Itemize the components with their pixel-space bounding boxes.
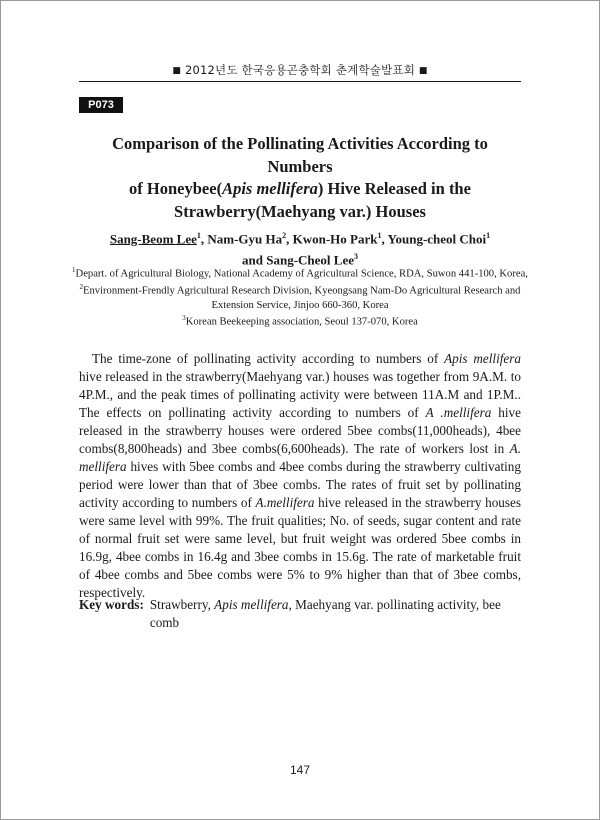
header-marker-right: ■ (418, 66, 428, 76)
paper-title (79, 133, 521, 223)
author-separator: , (286, 231, 293, 247)
keywords-species: Apis mellifera (214, 597, 289, 612)
author-name: Nam-Gyu Ha (207, 231, 283, 247)
author-name: Sang-Cheol Lee (266, 252, 354, 268)
author-separator: , (381, 231, 388, 247)
author-line-1 (79, 227, 521, 248)
affiliation-text: Korean Beekeeping association, Seoul 137-070, Korea (185, 316, 418, 328)
title-line-1: Comparison of the Pollinating Activities According to Numbers (112, 134, 488, 176)
keywords-text: Strawberry, (149, 597, 215, 612)
abstract-text: The time-zone of pollinating activity according to numbers of (92, 351, 445, 366)
abstract-text: hives with 5bee combs and 4bee combs during the strawberry cultivating period were lower than that of 3bee combs. The rates of fruit set by pollinating activity according to numbers of (79, 459, 521, 510)
species-name: A.mellifera (255, 495, 315, 510)
title-line-2-post: ) Hive Released in the (317, 179, 471, 198)
title-line-3: Strawberry(Maehyang var.) Houses (174, 201, 426, 221)
title-species: Apis mellifera (222, 179, 318, 198)
affiliation-text: Depart. of Agricultural Biology, National Academy of Agricultural Science, RDA, Suwon 441-100, Korea, (75, 268, 528, 280)
affil-mark: 1 (72, 266, 76, 274)
affiliations (70, 264, 530, 330)
header-rule (79, 81, 521, 82)
author-affil-mark: 2 (282, 231, 287, 240)
keywords-list (150, 596, 521, 632)
author-affil-mark: 1 (196, 231, 201, 240)
affil-mark: 3 (182, 314, 186, 323)
author-name: Kwon-Ho Park (292, 231, 378, 247)
author-affil-mark: 1 (486, 231, 491, 240)
running-header (0, 62, 600, 78)
title-line-2-pre: of Honeybee( (129, 179, 223, 198)
abstract-paragraph (79, 350, 521, 602)
abstract-text: hive released in the strawberry(Maehyang var.) houses was together from 9A.M. to 4P.M., and the peak times of pollinating activity were between 11A.M and 1P.M.. The effects on pollinating activity according to numbers of (79, 369, 521, 420)
header-text: 2012년도 한국응용곤충학회 춘계학술발표회 (184, 63, 416, 77)
header-marker-left: ■ (172, 66, 182, 76)
author-and: and (242, 252, 267, 268)
affiliation-text: Environment-Frendly Agricultural Research Division, Kyeongsang Nam-Do Agricultural Research and Extension Service, Jinjoo 660-360, Korea (83, 285, 521, 311)
species-name: A .mellifera (425, 405, 492, 420)
keywords-label: Key words: (79, 597, 144, 612)
author-separator: , (200, 231, 208, 247)
abstract-text: hive released in the strawberry houses were same level with 99%. The fruit qualities; No. of seeds, sugar content and rate of normal fruit set were same level, but fruit weight was ordered 5bee combs in 16.9g, 4bee combs in 16.4g and 3bee combs in 15.6g. The rate of marketable fruit of 4bee combs and 5bee combs were 5% to 9% higher than that of 3bee combs, respectively. (79, 495, 522, 600)
affil-mark: 2 (79, 283, 84, 292)
keywords-text: , Maehyang var. pollinating activity, bee comb (149, 597, 501, 630)
keywords (79, 596, 521, 632)
author-affil-mark: 1 (377, 231, 382, 240)
author-name: Sang-Beom Lee (109, 231, 197, 247)
title-line-2 (79, 178, 521, 201)
page-number: 147 (289, 763, 311, 777)
author-affil-mark: 3 (353, 252, 358, 262)
poster-id-badge: P073 (79, 97, 123, 113)
abstract-text: hive released in the strawberry houses were ordered 5bee combs(11,000heads), 4bee combs(8,800heads) and 3bee combs(6,600heads). The rate of workers lost in (79, 405, 521, 456)
species-name: Apis mellifera (444, 351, 521, 366)
species-name: A. mellifera (79, 441, 521, 474)
author-name: Young-cheol Choi (387, 231, 487, 247)
